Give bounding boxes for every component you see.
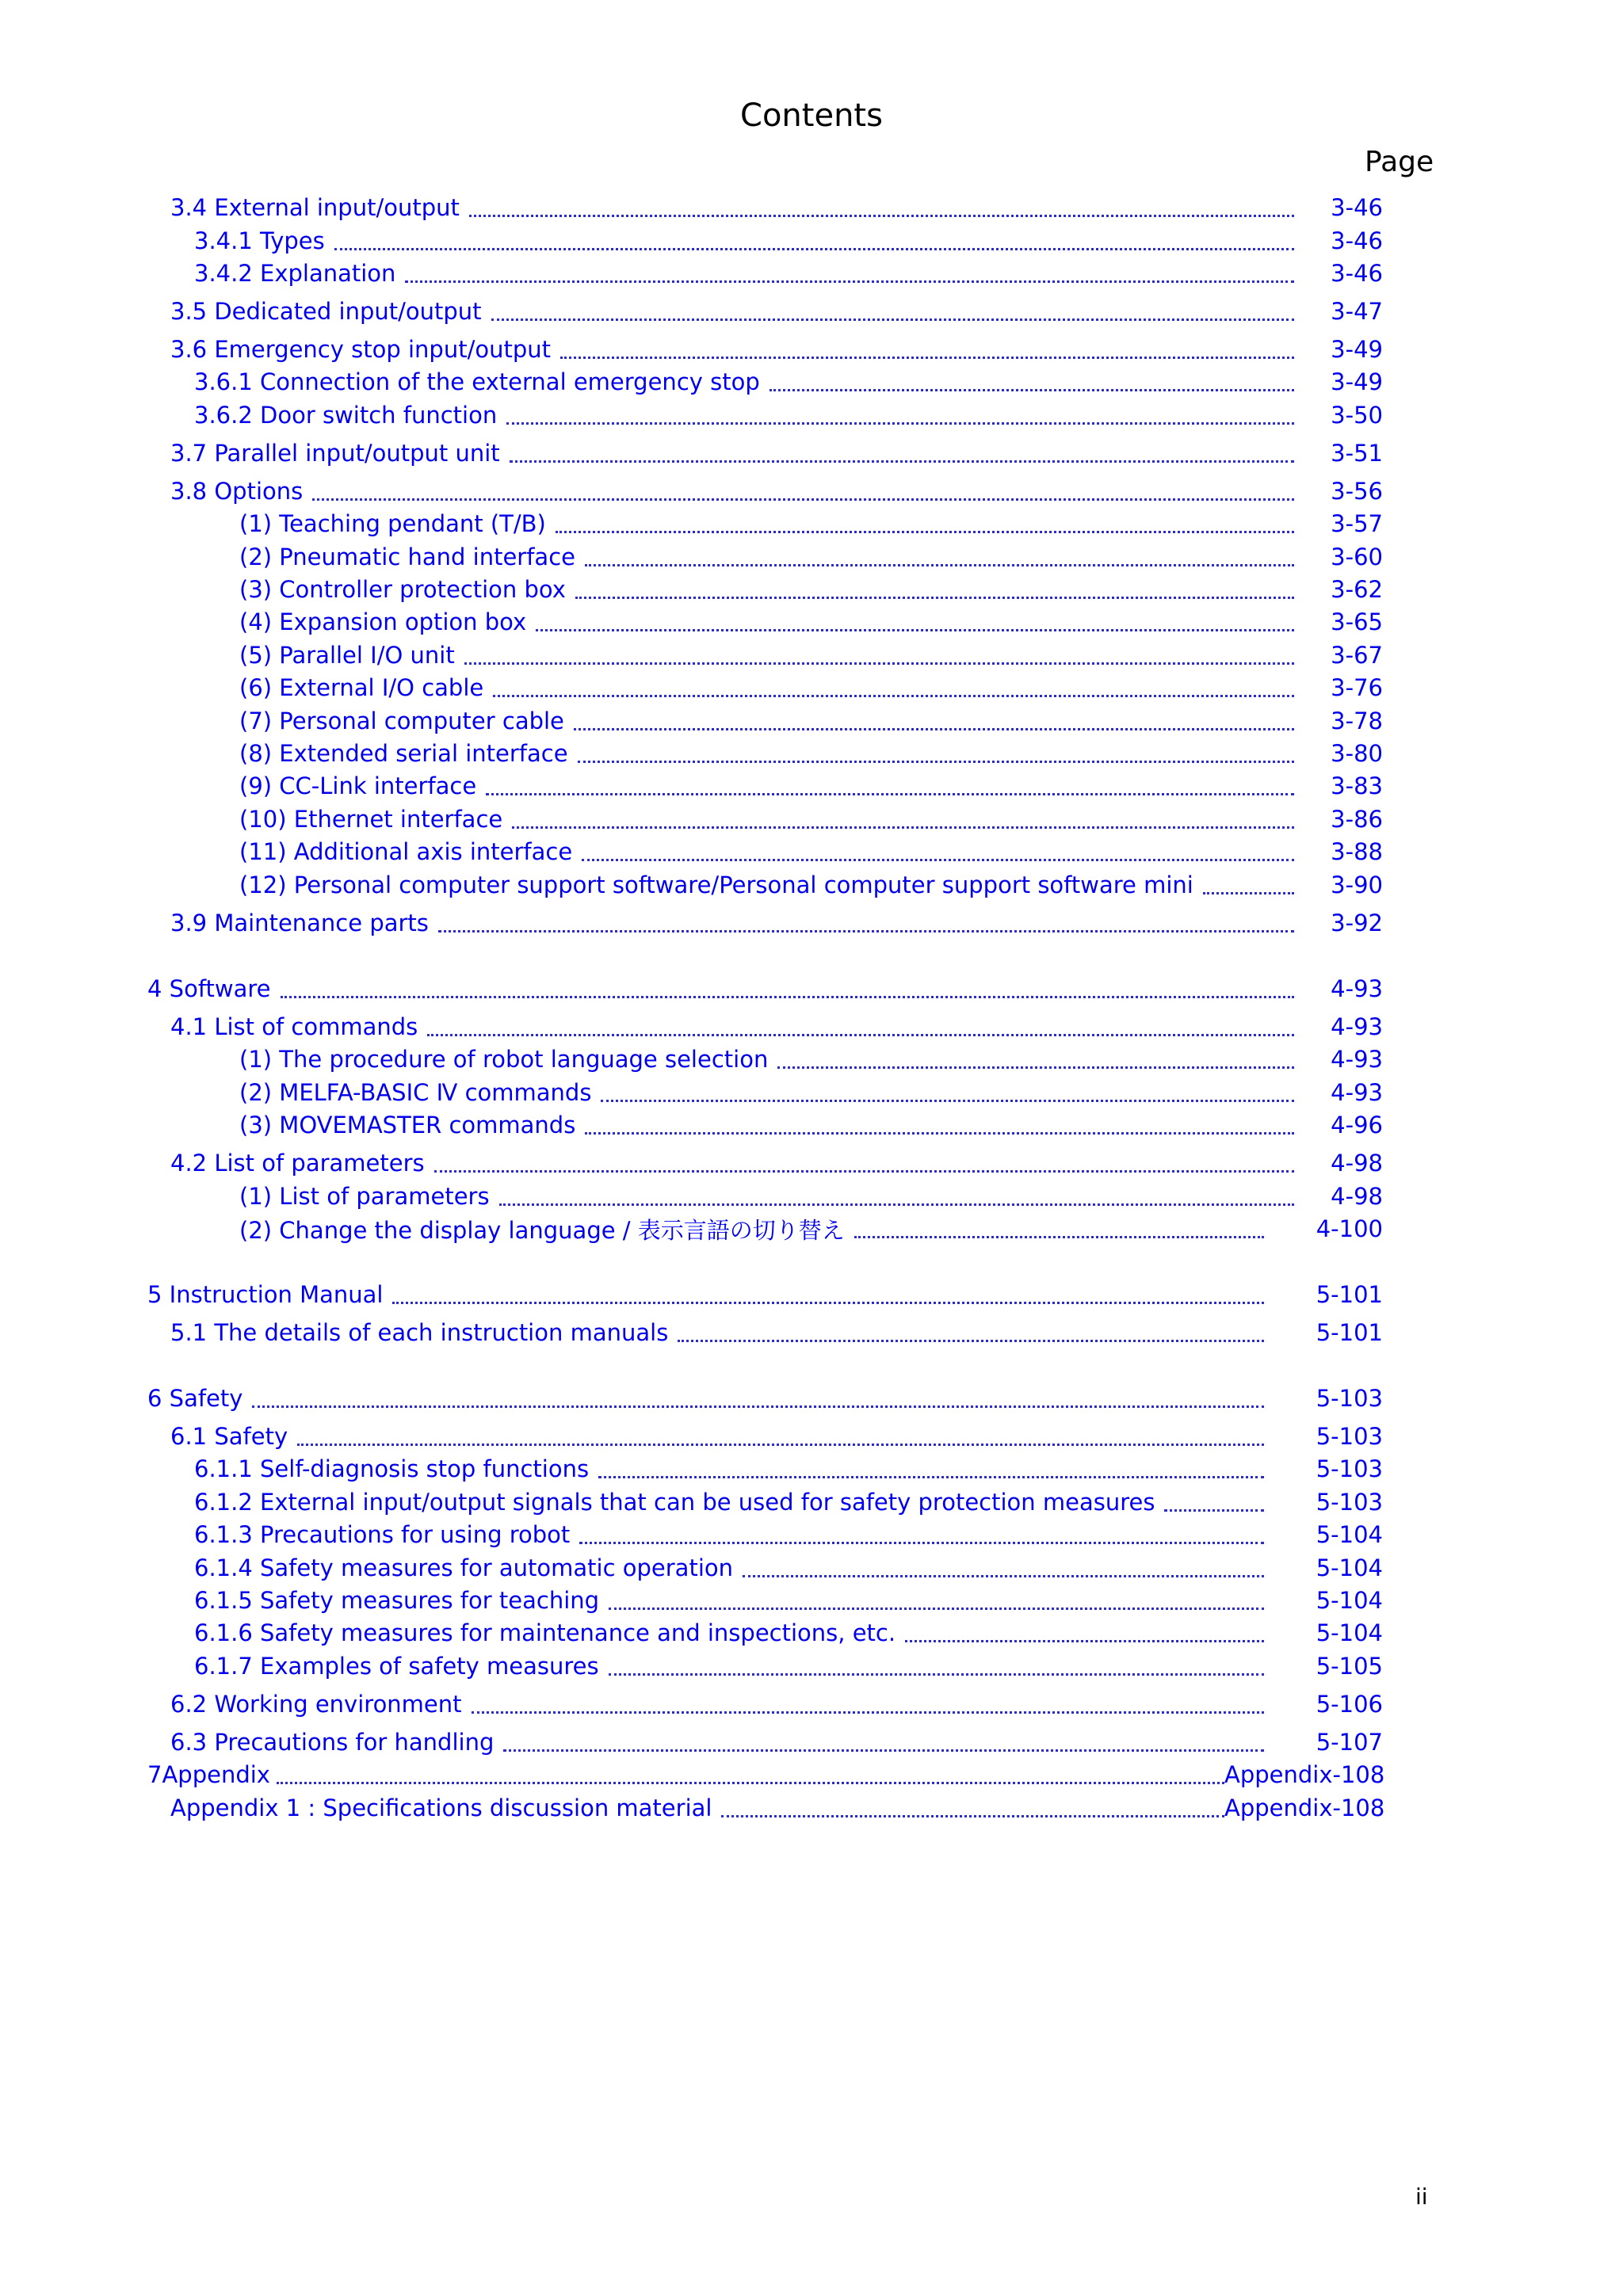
toc-entry-page: 3-65 [1331, 608, 1383, 635]
toc-entry-page: Appendix-108 [1224, 1794, 1385, 1821]
toc-entry-label: 5.1 The details of each instruction manuals [170, 1319, 669, 1346]
toc-entry-label: (5) Parallel I/O unit [239, 642, 455, 669]
toc-entry-3-8-5[interactable] [239, 639, 1383, 671]
toc-entry-3-8[interactable] [170, 475, 1383, 507]
toc-dot-leader [575, 597, 1294, 599]
toc-dot-leader [486, 793, 1294, 795]
toc-dot-leader [582, 859, 1294, 861]
toc-entry-page: 3-49 [1331, 336, 1383, 363]
toc-entry-page: 3-78 [1331, 707, 1383, 734]
toc-entry-3-6-1[interactable] [194, 366, 1383, 398]
toc-entry-page: 5-105 [1316, 1653, 1383, 1680]
toc-dot-leader [493, 695, 1294, 697]
toc-entry-label: 3.6.1 Connection of the external emergency stop [194, 368, 760, 395]
toc-entry-label: (1) Teaching pendant (T/B) [239, 510, 546, 537]
toc-dot-leader [312, 498, 1294, 501]
toc-entry-label: (2) Pneumatic hand interface [239, 543, 575, 570]
toc-entry-label: 6 Safety [147, 1385, 243, 1412]
toc-entry-label: 3.6.2 Door switch function [194, 402, 498, 429]
toc-entry-3-6-2[interactable] [194, 399, 1383, 431]
toc-entry-label: (9) CC-Link interface [239, 772, 477, 799]
toc-entry-3-6[interactable] [170, 334, 1383, 365]
toc-dot-leader [579, 1542, 1264, 1544]
toc-entry-label: (2) Change the display language / 表示言語の切り替え [239, 1216, 845, 1244]
toc-entry-3-8-4[interactable] [239, 606, 1383, 638]
toc-entry-6-1[interactable] [170, 1421, 1383, 1452]
toc-entry-6[interactable] [147, 1383, 1383, 1414]
toc-entry-3-5[interactable] [170, 296, 1383, 327]
toc-dot-leader [1164, 1509, 1264, 1512]
toc-entry-page: Appendix-108 [1224, 1761, 1385, 1788]
toc-entry-label: 6.2 Working environment [170, 1691, 462, 1718]
toc-entry-label: 4 Software [147, 975, 271, 1002]
toc-dot-leader [609, 1608, 1264, 1610]
toc-entry-page: 5-101 [1316, 1319, 1383, 1346]
toc-entry-6-1-6[interactable] [194, 1617, 1383, 1649]
toc-entry-3-8-8[interactable] [239, 738, 1383, 769]
toc-dot-leader [469, 215, 1294, 217]
toc-entry-label: 6.1.7 Examples of safety measures [194, 1653, 599, 1680]
toc-entry-page: 4-96 [1331, 1112, 1383, 1138]
toc-entry-3-8-2[interactable] [239, 541, 1383, 573]
toc-entry-3-8-9[interactable] [239, 770, 1383, 802]
toc-dot-leader [512, 826, 1294, 829]
toc-entry-page: 5-101 [1316, 1281, 1383, 1308]
toc-entry-page: 3-80 [1331, 740, 1383, 767]
toc-dot-leader [464, 662, 1294, 665]
toc-entry-3-9[interactable] [170, 907, 1383, 939]
toc-entry-page: 3-47 [1331, 298, 1383, 325]
toc-dot-leader [854, 1236, 1264, 1238]
toc-entry-label: 6.3 Precautions for handling [170, 1729, 495, 1756]
toc-dot-leader [506, 422, 1294, 425]
toc-entry-label: (1) List of parameters [239, 1183, 490, 1210]
page-title: Contents [740, 97, 883, 134]
toc-entry-6-1-7[interactable] [194, 1650, 1383, 1682]
toc-dot-leader [743, 1575, 1264, 1577]
toc-entry-page: 3-90 [1331, 871, 1383, 898]
toc-entry-4-1-3[interactable] [239, 1109, 1383, 1141]
toc-entry-label: 3.6 Emergency stop input/output [170, 336, 551, 363]
toc-entry-label: Appendix 1 : Specifications discussion material [170, 1794, 712, 1821]
toc-entry-3-8-1[interactable] [239, 508, 1383, 540]
toc-dot-leader [601, 1100, 1294, 1102]
toc-dot-leader [472, 1711, 1264, 1714]
toc-entry-4-2-1[interactable] [239, 1180, 1383, 1212]
toc-entry-label: (10) Ethernet interface [239, 806, 503, 833]
toc-entry-page: 3-46 [1331, 260, 1383, 287]
toc-entry-3-8-3[interactable] [239, 574, 1383, 605]
toc-dot-leader [574, 728, 1294, 730]
toc-dot-leader [560, 357, 1294, 359]
toc-entry-page: 4-93 [1331, 1079, 1383, 1106]
toc-entry-3-8-7[interactable] [239, 705, 1383, 737]
toc-entry-3-8-6[interactable] [239, 672, 1383, 704]
toc-entry-6-1-3[interactable] [194, 1519, 1383, 1550]
toc-entry-page: 3-60 [1331, 543, 1383, 570]
toc-entry-label: 7Appendix [147, 1761, 270, 1788]
toc-entry-4-2-2[interactable] [239, 1213, 1383, 1245]
toc-entry-6-3[interactable] [170, 1726, 1383, 1758]
toc-entry-label: 4.1 List of commands [170, 1013, 418, 1040]
toc-entry-5-1[interactable] [170, 1317, 1383, 1348]
toc-entry-label: 6.1.2 External input/output signals that can be used for safety protection measures [194, 1489, 1155, 1516]
toc-entry-page: 3-88 [1331, 838, 1383, 865]
toc-entry-label: 4.2 List of parameters [170, 1150, 425, 1177]
toc-entry-4-2[interactable] [170, 1147, 1383, 1179]
page-column-heading: Page [1365, 146, 1434, 178]
toc-dot-leader [585, 1132, 1294, 1135]
toc-entry-page: 3-50 [1331, 402, 1383, 429]
toc-entry-page: 3-92 [1331, 910, 1383, 936]
toc-entry-page: 4-93 [1331, 975, 1383, 1002]
toc-entry-label: (6) External I/O cable [239, 674, 484, 701]
toc-entry-label: 3.5 Dedicated input/output [170, 298, 482, 325]
toc-entry-4[interactable] [147, 973, 1383, 1005]
toc-entry-label: 5 Instruction Manual [147, 1281, 384, 1308]
toc-entry-label: (1) The procedure of robot language selection [239, 1046, 769, 1073]
toc-entry-label: 3.4.2 Explanation [194, 260, 396, 287]
toc-dot-leader [499, 1203, 1294, 1206]
toc-dot-leader [1203, 892, 1294, 894]
toc-entry-label: 6.1.3 Precautions for using robot [194, 1521, 571, 1548]
toc-entry-label: 3.9 Maintenance parts [170, 910, 429, 936]
toc-dot-leader [585, 564, 1294, 566]
toc-entry-page: 5-104 [1316, 1554, 1383, 1581]
toc-entry-page: 5-104 [1316, 1521, 1383, 1548]
toc-dot-leader [556, 531, 1294, 533]
toc-entry-appendix-1[interactable] [170, 1792, 1383, 1824]
toc-dot-leader [503, 1749, 1264, 1752]
toc-entry-page: 5-103 [1316, 1489, 1383, 1516]
toc-dot-leader [777, 1066, 1294, 1069]
toc-entry-3-8-10[interactable] [239, 803, 1383, 835]
toc-dot-leader [578, 761, 1294, 763]
toc-dot-leader [281, 996, 1294, 998]
toc-entry-4-1-1[interactable] [239, 1043, 1383, 1075]
toc-entry-5[interactable] [147, 1279, 1383, 1310]
toc-dot-leader [491, 318, 1294, 321]
toc-entry-3-4-1[interactable] [194, 225, 1383, 257]
toc-entry-4-1-2[interactable] [239, 1077, 1383, 1108]
toc-entry-page: 4-98 [1331, 1183, 1383, 1210]
toc-dot-leader [609, 1673, 1264, 1676]
toc-entry-page: 3-62 [1331, 576, 1383, 603]
toc-entry-label: 6.1.5 Safety measures for teaching [194, 1587, 600, 1614]
toc-entry-page: 3-57 [1331, 510, 1383, 537]
toc-dot-leader [678, 1340, 1264, 1342]
toc-dot-leader [427, 1034, 1294, 1036]
toc-dot-leader [510, 460, 1294, 463]
toc-entry-page: 5-107 [1316, 1729, 1383, 1756]
toc-dot-leader [392, 1302, 1264, 1304]
toc-dot-leader [297, 1444, 1264, 1446]
toc-entry-page: 3-83 [1331, 772, 1383, 799]
toc-entry-label: 3.4 External input/output [170, 194, 460, 221]
toc-entry-page: 3-67 [1331, 642, 1383, 669]
toc-entry-6-1-2[interactable] [194, 1486, 1383, 1518]
toc-entry-label: (12) Personal computer support software/Personal computer support software mini [239, 871, 1193, 898]
toc-entry-page: 4-93 [1331, 1013, 1383, 1040]
toc-dot-leader [405, 280, 1294, 283]
toc-dot-leader [277, 1782, 1224, 1784]
toc-dot-leader [536, 629, 1294, 631]
toc-entry-6-2[interactable] [170, 1688, 1383, 1720]
toc-entry-label: 6.1 Safety [170, 1423, 288, 1450]
toc-dot-leader [334, 248, 1294, 250]
toc-entry-label: 3.4.1 Types [194, 227, 325, 254]
toc-entry-3-8-11[interactable] [239, 836, 1383, 868]
toc-dot-leader [434, 1170, 1294, 1173]
toc-entry-3-4[interactable] [170, 192, 1383, 223]
toc-entry-6-1-4[interactable] [194, 1552, 1383, 1584]
toc-dot-leader [769, 389, 1294, 391]
toc-entry-label: (7) Personal computer cable [239, 707, 564, 734]
toc-entry-page: 5-103 [1316, 1423, 1383, 1450]
toc-entry-page: 5-103 [1316, 1455, 1383, 1482]
toc-entry-7[interactable] [147, 1759, 1383, 1791]
toc-entry-label: (4) Expansion option box [239, 608, 527, 635]
toc-entry-label: (11) Additional axis interface [239, 838, 573, 865]
toc-entry-4-1[interactable] [170, 1011, 1383, 1043]
toc-entry-3-8-12[interactable] [239, 869, 1383, 901]
toc-entry-label: (8) Extended serial interface [239, 740, 568, 767]
toc-entry-page: 3-86 [1331, 806, 1383, 833]
toc-entry-3-4-2[interactable] [194, 257, 1383, 289]
toc-entry-label: (3) MOVEMASTER commands [239, 1112, 576, 1138]
toc-dot-leader [438, 930, 1294, 933]
toc-entry-page: 3-46 [1331, 194, 1383, 221]
toc-dot-leader [905, 1640, 1264, 1642]
toc-entry-3-7[interactable] [170, 437, 1383, 469]
toc-entry-page: 3-51 [1331, 440, 1383, 467]
toc-entry-page: 3-76 [1331, 674, 1383, 701]
toc-entry-6-1-1[interactable] [194, 1453, 1383, 1485]
toc-entry-label: 6.1.6 Safety measures for maintenance and inspections, etc. [194, 1619, 896, 1646]
toc-entry-page: 5-104 [1316, 1587, 1383, 1614]
toc-entry-page: 5-106 [1316, 1691, 1383, 1718]
toc-entry-label: 3.7 Parallel input/output unit [170, 440, 500, 467]
toc-entry-label: 6.1.1 Self-diagnosis stop functions [194, 1455, 590, 1482]
toc-entry-page: 3-49 [1331, 368, 1383, 395]
toc-entry-page: 4-93 [1331, 1046, 1383, 1073]
toc-dot-leader [598, 1476, 1264, 1478]
toc-entry-6-1-5[interactable] [194, 1585, 1383, 1616]
toc-entry-page: 4-100 [1316, 1215, 1383, 1242]
toc-entry-page: 4-98 [1331, 1150, 1383, 1177]
toc-dot-leader [252, 1405, 1264, 1408]
toc-entry-label: (3) Controller protection box [239, 576, 566, 603]
toc-entry-page: 5-103 [1316, 1385, 1383, 1412]
toc-dot-leader [721, 1815, 1224, 1817]
page-number: ii [1415, 2183, 1428, 2210]
toc-entry-page: 3-46 [1331, 227, 1383, 254]
toc-entry-label: 6.1.4 Safety measures for automatic operation [194, 1554, 733, 1581]
toc-entry-page: 3-56 [1331, 478, 1383, 505]
toc-entry-label: 3.8 Options [170, 478, 304, 505]
toc-entry-label: (2) MELFA-BASIC Ⅳ commands [239, 1079, 592, 1106]
toc-entry-page: 5-104 [1316, 1619, 1383, 1646]
